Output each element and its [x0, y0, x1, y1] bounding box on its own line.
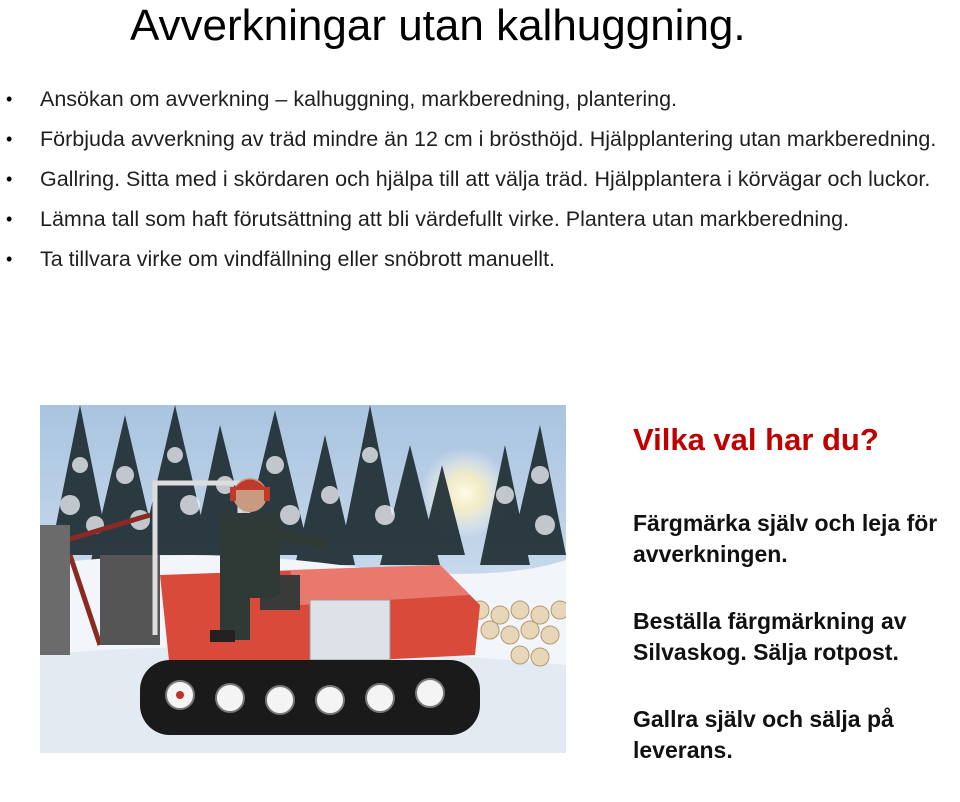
bullet-list [0, 84, 940, 284]
option-item: Gallra själv och sälja på leverans. [633, 706, 894, 763]
option-item: Färgmärka själv och leja för avverkningen. [633, 510, 938, 567]
bullet-icon: • [6, 89, 13, 109]
forest-vehicle-photo [40, 405, 566, 753]
bullet-item [0, 164, 940, 194]
tracked-vehicle [140, 565, 480, 735]
question-heading: Vilka val har du? [633, 422, 879, 457]
bullet-text: Gallring. Sitta med i skördaren och hjälpa till att välja träd. Hjälpplantera i körvägar och luckor. [40, 167, 931, 191]
bullet-icon: • [6, 209, 13, 229]
bullet-icon: • [6, 249, 13, 269]
bullet-item [0, 204, 940, 234]
choices-panel [633, 420, 953, 802]
bullet-item [0, 124, 940, 154]
bullet-icon: • [6, 129, 13, 149]
option-item: Beställa färgmärkning av Silvaskog. Sälja rotpost. [633, 608, 907, 665]
bullet-icon: • [6, 169, 13, 189]
slide-title: Avverkningar utan kalhuggning. [130, 1, 746, 50]
bullet-text: Lämna tall som haft förutsättning att bli värdefullt virke. Plantera utan markberedning. [40, 207, 850, 231]
bullet-item [0, 84, 940, 114]
bullet-text: Ta tillvara virke om vindfällning eller snöbrott manuellt. [40, 247, 556, 271]
bullet-item [0, 244, 940, 274]
bullet-text: Ansökan om avverkning – kalhuggning, markberedning, plantering. [40, 87, 678, 111]
bullet-text: Förbjuda avverkning av träd mindre än 12 cm i brösthöjd. Hjälpplantering utan markberedning. [40, 127, 937, 151]
